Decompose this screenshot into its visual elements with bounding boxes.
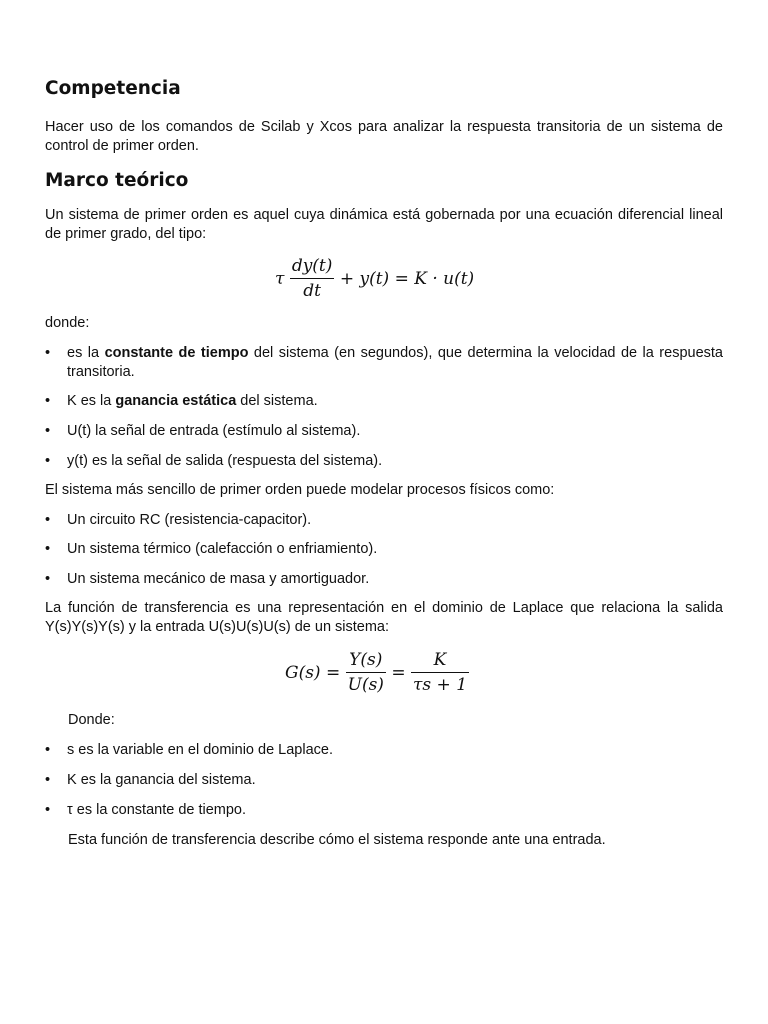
competencia-text: Hacer uso de los comandos de Scilab y Xcos para analizar la respuesta transitoria de un sistema de control de primer orden. xyxy=(45,119,723,154)
tf-equals: = xyxy=(391,662,406,683)
tf-equation xyxy=(285,648,469,697)
bullet-icon: • xyxy=(45,571,51,587)
list-item xyxy=(45,801,723,820)
bullet-icon: • xyxy=(45,541,51,557)
bullet-icon: • xyxy=(45,345,51,361)
bullet-icon: • xyxy=(45,772,51,788)
item-post: del sistema (en segundos), que determina la velocidad de la respuesta transitoria. xyxy=(67,345,723,380)
heading-marco-teorico: Marco teórico xyxy=(45,170,189,191)
item-pre: K es la xyxy=(67,393,116,409)
list-item xyxy=(45,540,723,559)
list-item xyxy=(45,344,723,381)
tf-intro: La función de transferencia es una representación en el dominio de Laplace que relaciona la salida Y(s)Y(s)Y(s) y la entrada U(s)U(s)U(s) de un sistema: xyxy=(45,600,723,635)
item-text: U(t) la señal de entrada (estímulo al sistema). xyxy=(67,423,361,439)
bullet-icon: • xyxy=(45,742,51,758)
tf-fraction-2 xyxy=(411,648,469,697)
example-text: Un sistema mecánico de masa y amortiguador. xyxy=(67,571,370,587)
list-item xyxy=(45,452,723,471)
donde-label: donde: xyxy=(45,315,90,331)
ode-equation xyxy=(275,254,474,303)
marco-intro: Un sistema de primer orden es aquel cuya dinámica está gobernada por una ecuación diferencial lineal de primer grado, del tipo: xyxy=(45,207,723,242)
tf-item-text: K es la ganancia del sistema. xyxy=(67,772,256,788)
list-item xyxy=(45,392,723,411)
list-item xyxy=(45,570,723,589)
item-bold: ganancia estática xyxy=(115,393,237,409)
bullet-icon: • xyxy=(45,802,51,818)
tf-denominator-1: U(s) xyxy=(347,675,384,695)
list-item xyxy=(45,422,723,441)
item-bold: constante de tiempo xyxy=(104,345,249,361)
tf-denominator-2: τs + 1 xyxy=(413,675,468,695)
ode-denominator: dt xyxy=(303,281,321,301)
example-text: Un sistema térmico (calefacción o enfriamiento). xyxy=(67,541,378,557)
item-post: del sistema. xyxy=(236,393,318,409)
ode-tau: τ xyxy=(275,268,285,289)
tf-lhs: G(s) = xyxy=(285,662,341,683)
donde2-label: Donde: xyxy=(68,712,115,728)
examples-intro: El sistema más sencillo de primer orden puede modelar procesos físicos como: xyxy=(45,482,555,498)
tf-numerator-2: K xyxy=(411,648,469,673)
list-item xyxy=(45,511,723,530)
closing-text: Esta función de transferencia describe cómo el sistema responde ante una entrada. xyxy=(68,832,606,848)
bullet-icon: • xyxy=(45,423,51,439)
item-text: y(t) es la señal de salida (respuesta del sistema). xyxy=(67,453,383,469)
example-text: Un circuito RC (resistencia-capacitor). xyxy=(67,512,312,528)
ode-numerator: dy(t) xyxy=(290,254,335,279)
heading-competencia: Competencia xyxy=(45,78,181,99)
tf-item-text: s es la variable en el dominio de Laplace. xyxy=(67,742,333,758)
list-item xyxy=(45,741,723,760)
list-item xyxy=(45,771,723,790)
ode-fraction xyxy=(290,254,335,303)
item-pre: es la xyxy=(67,345,105,361)
tf-fraction-1 xyxy=(346,648,386,697)
bullet-icon: • xyxy=(45,453,51,469)
bullet-icon: • xyxy=(45,393,51,409)
ode-rest: + y(t) = K · u(t) xyxy=(339,268,475,289)
tf-item-text: τ es la constante de tiempo. xyxy=(67,802,247,818)
tf-numerator-1: Y(s) xyxy=(346,648,386,673)
bullet-icon: • xyxy=(45,512,51,528)
